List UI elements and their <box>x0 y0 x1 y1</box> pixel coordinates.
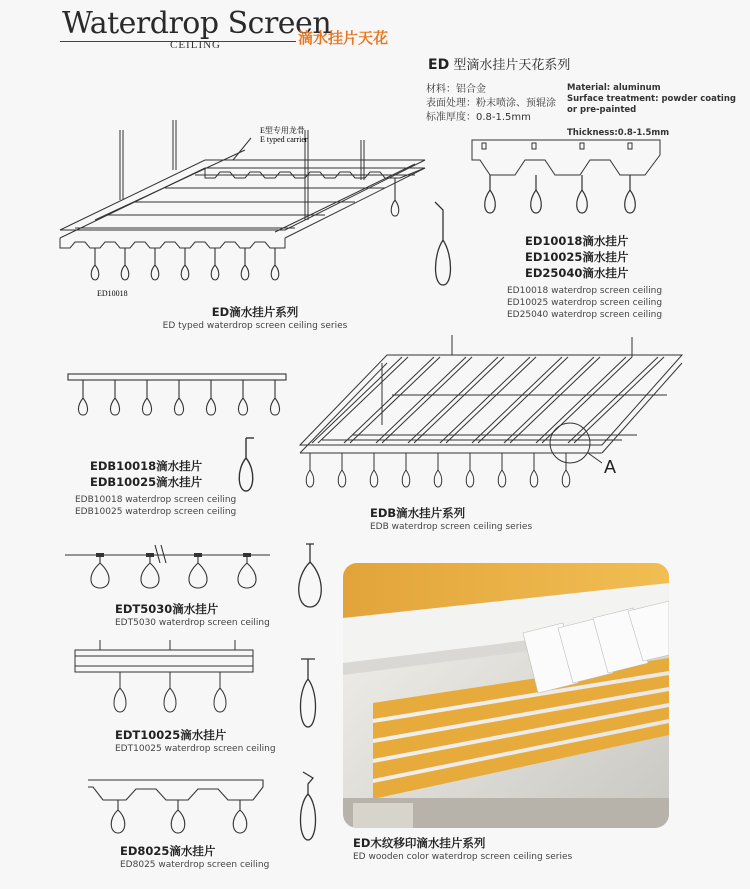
page-title-chinese: 滴水挂片天花 <box>298 29 389 47</box>
edb-ceiling-isometric-diagram <box>292 335 687 500</box>
ed8025-caption <box>120 843 269 871</box>
spec-chinese <box>426 83 556 125</box>
spec-material-cn: 材料：铝合金 <box>426 84 486 95</box>
edb-series-en: EDB waterdrop screen ceiling series <box>370 522 533 532</box>
wooden-series-caption <box>353 835 572 863</box>
ed-model-cn-2: ED10025滴水挂片 <box>525 250 629 264</box>
spec-english <box>567 83 736 139</box>
ed-model-list <box>525 233 628 281</box>
page-subtitle: CEILING <box>170 39 221 51</box>
edb-series-cn: EDB滴水挂片系列 <box>370 506 466 520</box>
edt10025-profile-drawing <box>293 657 323 732</box>
ed8025-en: ED8025 waterdrop screen ceiling <box>120 860 270 870</box>
wooden-series-en: ED wooden color waterdrop screen ceiling series <box>353 852 573 862</box>
ed-model-list-en <box>507 285 662 321</box>
detail-a-label: A <box>604 457 617 477</box>
edb-series-caption <box>370 505 532 533</box>
edb-model-list-en <box>75 494 236 518</box>
edb-rail-drawing <box>68 372 288 422</box>
page-title: Waterdrop Screen <box>62 6 332 41</box>
edt10025-drawing <box>75 640 255 720</box>
spec-thickness-en: Thickness:0.8-1.5mm <box>567 128 670 138</box>
series-heading <box>428 54 570 73</box>
wooden-series-cn: ED木纹移印滴水挂片系列 <box>353 836 486 850</box>
edt5030-caption <box>115 601 270 629</box>
series-heading-prefix: ED <box>428 57 450 73</box>
edb-model-cn-1: EDB10018滴水挂片 <box>90 459 203 473</box>
ed-profile-detail-drawing <box>470 135 665 225</box>
edb-model-cn-2: EDB10025滴水挂片 <box>90 475 203 489</box>
spec-thickness-cn: 标准厚度：0.8-1.5mm <box>426 112 531 123</box>
edt5030-en: EDT5030 waterdrop screen ceiling <box>115 618 270 628</box>
ed-model-cn-3: ED25040滴水挂片 <box>525 266 629 280</box>
wooden-ceiling-photo <box>343 563 669 828</box>
edt10025-en: EDT10025 waterdrop screen ceiling <box>115 744 276 754</box>
ed10018-diagram-tag: ED10018 <box>97 289 128 298</box>
carrier-label-cn: E型专用龙骨 <box>260 126 305 135</box>
edb-model-en-1: EDB10018 waterdrop screen ceiling <box>75 495 237 505</box>
ed-model-en-1: ED10018 waterdrop screen ceiling <box>507 286 663 296</box>
ed-ceiling-isometric-diagram <box>55 120 435 305</box>
edt5030-cn: EDT5030滴水挂片 <box>115 602 219 616</box>
edt10025-cn: EDT10025滴水挂片 <box>115 728 227 742</box>
spec-surface-en-2: or pre-painted <box>567 105 637 115</box>
ed-model-en-3: ED25040 waterdrop screen ceiling <box>507 310 663 320</box>
ed-model-cn-1: ED10018滴水挂片 <box>525 234 629 248</box>
ed-series-cn: ED滴水挂片系列 <box>211 305 299 319</box>
ed-single-hook-drawing <box>425 200 455 290</box>
carrier-label-en: E typed carrier <box>260 135 308 144</box>
ed8025-cn: ED8025滴水挂片 <box>120 844 216 858</box>
series-heading-text: 型滴水挂片天花系列 <box>453 58 571 73</box>
edb-hook-drawing <box>232 436 262 496</box>
edb-model-list <box>90 458 202 490</box>
edt5030-drawing <box>65 543 275 593</box>
edt5030-profile-drawing <box>290 542 330 612</box>
ed-series-caption <box>155 304 355 332</box>
ed-model-en-2: ED10025 waterdrop screen ceiling <box>507 298 663 308</box>
spec-surface-cn: 表面处理：粉末喷涂、预辊涂 <box>426 98 556 109</box>
edb-model-en-2: EDB10025 waterdrop screen ceiling <box>75 507 237 517</box>
ed-series-en: ED typed waterdrop screen ceiling series <box>162 321 348 331</box>
ed8025-drawing <box>88 775 268 840</box>
spec-surface-en: Surface treatment: powder coating <box>567 94 736 104</box>
ed8025-profile-drawing <box>293 770 323 845</box>
spec-material-en: Material: aluminum <box>567 83 661 93</box>
edt10025-caption <box>115 727 276 755</box>
